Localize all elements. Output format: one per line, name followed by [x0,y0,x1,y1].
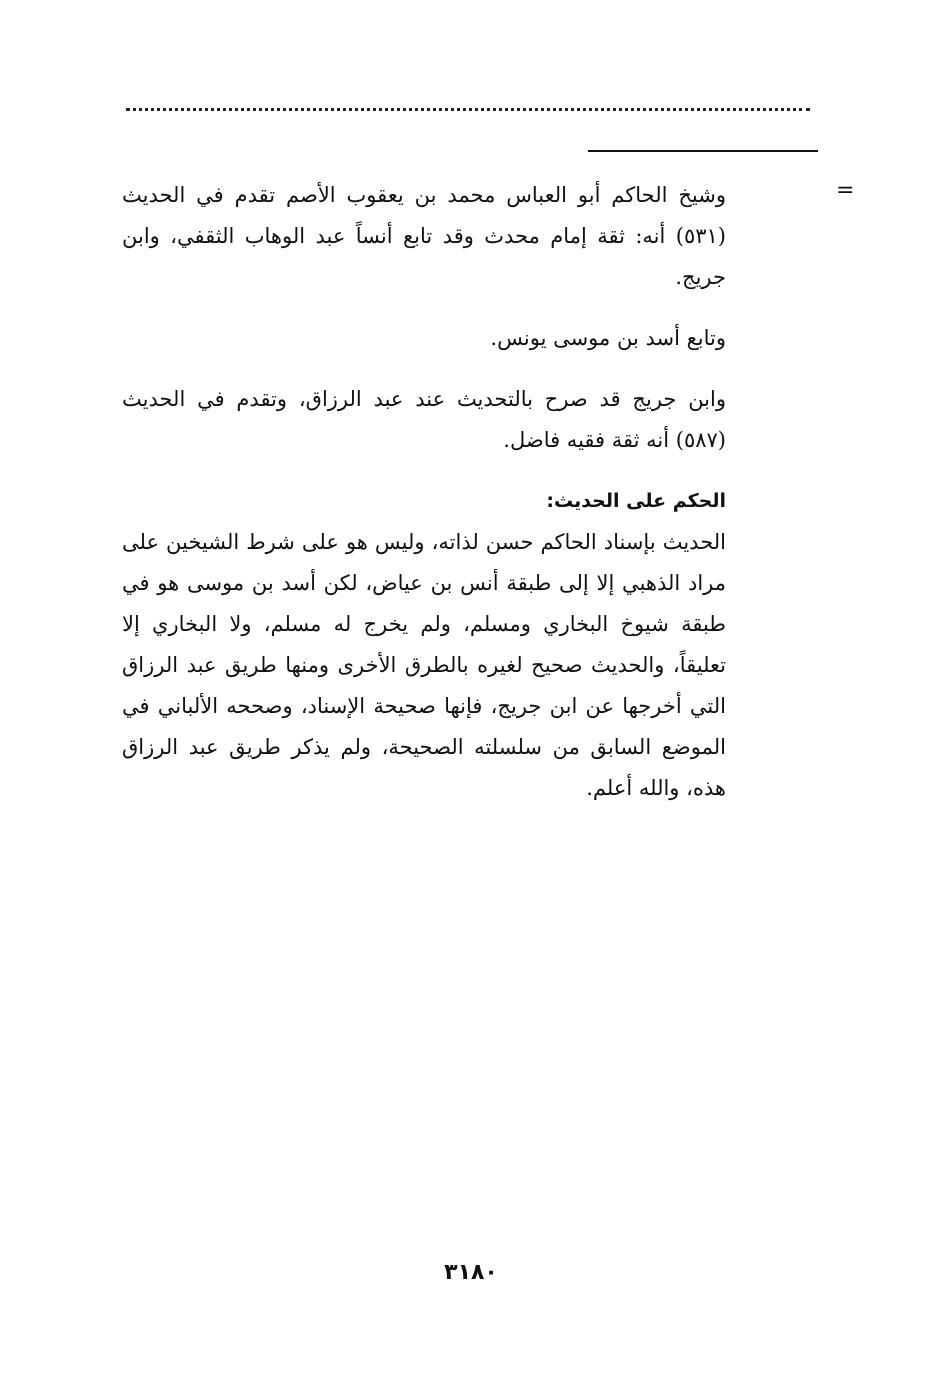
footnote-rule [588,150,818,152]
paragraph-asad-follow: وتابع أسد بن موسى يونس. [490,326,726,350]
ruling-heading: الحكم على الحديث: [546,490,726,512]
ruling-text: الحديث بإسناد الحاكم حسن لذاته، وليس هو على شرط الشيخين على مراد الذهبي إلا إلى طبقة أنس بن عياض، لكن أسد بن موسى هو في طبقة شيوخ البخاري ومسلم، ولم يخرج له مسلم، ولا البخاري إلا تعليقاً، والحديث صحيح لغيره بالطرق الأخرى ومنها طريق عبد الرزاق التي أخرجها عن ابن جريج، فإنها صحيحة الإسناد، وصححه الألباني في الموضع السابق من سلسلته الصحيحة، ولم يذكر طريق عبد الرزاق هذه، والله أعلم. [122,530,726,800]
continuation-mark: = [836,178,855,203]
dotted-separator [126,108,810,111]
page-number: ٣١٨٠ [444,1260,498,1285]
paragraph-ibn-jurayj: وابن جريج قد صرح بالتحديث عند عبد الرزاق، وتقدم في الحديث (٥٨٧) أنه ثقة فقيه فاضل. [122,387,726,452]
main-text [122,175,726,809]
paragraph-hakim-shaykh: وشيخ الحاكم أبو العباس محمد بن يعقوب الأصم تقدم في الحديث (٥٣١) أنه: ثقة إمام محدث وقد تابع أنساً عبد الوهاب الثقفي، وابن جريج. [122,183,726,289]
